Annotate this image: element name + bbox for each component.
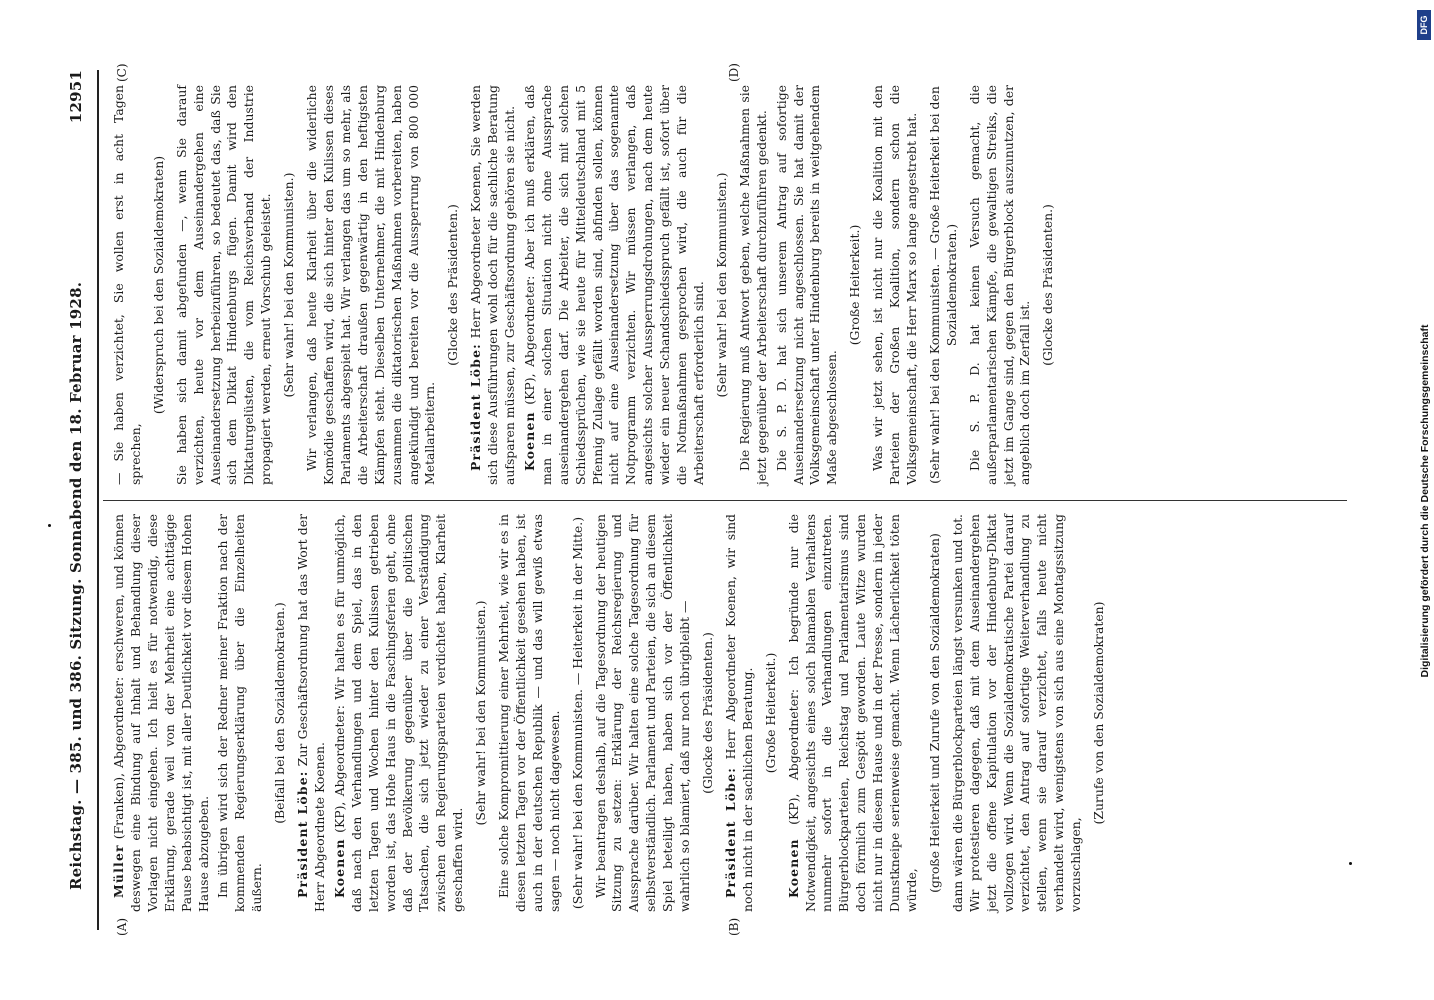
speech-paragraph <box>522 85 708 485</box>
text-paragraph: Wir verlangen, daß heute Klarheit über die widerliche Komödie geschaffen wird, die sich hinter den Kulissen dieses Parlaments abgespielt hat. Wir verlangen das um so mehr, als die Arbeiterschaft draußen gegenwärtig in den heftigsten Kämpfen steht. Dieselben Unternehmer, die mit Hindenburg zusammen die diktatorischen Maßnahmen vorbereiten, haben angekündigt und bereiten vor die Aussperrung von 800 000 Metallarbeitern. <box>304 85 438 485</box>
interjection: (Zurufe von den Sozialdemokraten) <box>1091 601 1107 825</box>
text-paragraph: Was wir jetzt sehen, ist nicht nur die Koalition mit den Parteien der Großen Koalition, sondern schon die Volksgemeinschaft, die Herr Marx so lange angestrebt hat. <box>870 85 919 485</box>
speech-paragraph <box>786 514 921 912</box>
interjection: (Große Heiterkeit.) <box>762 652 778 774</box>
text-paragraph: Im übrigen wird sich der Redner meiner Fraktion nach der kommenden Regierungserklärung über die Einzelheiten äußern. <box>215 514 265 912</box>
speaker-name: Koenen <box>331 838 347 898</box>
column-divider <box>103 500 1347 501</box>
text-paragraph: Wir beantragen deshalb, auf die Tagesordnung der heutigen Sitzung zu setzen: Erklärung der Reichsregierung und Aussprache darüber. Wir halten eine solche Tagesordnung für selbstverständlich. Parlament und Parteien, die sich an diesem Spiel beteiligt haben, haben sich vor der Öffentlichkeit wahrlich so blamiert, daß nur noch übrigbleibt — <box>592 514 693 912</box>
margin-letter-a: (A) <box>115 917 129 936</box>
text-paragraph: Die Regierung muß Antwort geben, welche Maßnahmen sie jetzt gegenüber der Arbeiterschaft durchzuführen gedenkt. <box>736 85 769 485</box>
interjection: (große Heiterkeit und Zurufe von den Sozialdemokraten) <box>926 533 942 893</box>
page-header-title: Reichstag. — 385. und 386. Sitzung. Sonnabend den 18. Februar 1928. <box>67 281 85 890</box>
speech-paragraph <box>295 514 329 912</box>
interjection: (Widerspruch bei den Sozialdemokraten) <box>150 155 166 415</box>
speaker-name: Koenen <box>521 411 537 471</box>
speaker-role: (KP), Abgeordneter: <box>785 689 801 825</box>
text-paragraph: Eine solche Kompromittierung einer Mehrheit, wie wir es in diesen letzten Tagen vor der Öffentlichkeit gesehen haben, ist auch in der deutschen Republik — und das will gewiß etwas sagen — noch nicht dagewesen. <box>496 514 562 912</box>
speaker-name: Präsident Löbe: <box>722 767 738 898</box>
margin-letter-d: (D) <box>727 63 741 82</box>
interjection: (Große Heiterkeit.) <box>847 224 863 346</box>
speech-paragraph <box>723 514 757 912</box>
page-number: 12951 <box>67 70 85 124</box>
margin-letter-b: (B) <box>727 917 741 936</box>
left-text-column <box>111 514 1337 912</box>
speaker-name: Präsident Löbe: <box>468 343 484 471</box>
speaker-role: (KP), Abgeordneter: <box>521 275 537 405</box>
interjection: (Glocke des Präsidenten.) <box>700 632 715 794</box>
digitization-credit <box>1414 6 1434 996</box>
text-paragraph: Sie haben sich damit abgefunden —, wenn Sie darauf verzichten, heute vor dem Auseinandergehen eine Auseinandersetzung herbeizuführen, so bedeutet das, daß Sie sich dem Diktat Hindenburgs fügen. Damit wird den Diktaturgelüsten, die vom Reichsverband der Industrie propagiert werden, erneut Vorschub geleistet. <box>173 85 274 485</box>
speech-text: Aber ich muß erklären, daß man in einer solchen Situation nicht ohne Aussprache auseinandergehen darf. Die Arbeiter, die sich mit solchen Schiedssprüchen, wie sie heute für Mitteldeutschland mit 5 Pfennig Zulage gefällt worden sind, abfinden sollen, können nicht auf eine Auseinandersetzung über das sogenannte Notprogramm verzichten. Wir müssen verlangen, daß angesichts solcher Aussperrungsdrohungen, nach dem heute wieder ein neuer Schandschiedsspruch gefällt ist, sofort über die Notmaßnahmen gesprochen wird, die auch für die Arbeiterschaft erforderlich sind. <box>521 85 706 485</box>
speaker-name: Müller <box>111 844 126 898</box>
interjection: (Sehr wahr! bei den Kommunisten.) <box>281 172 297 398</box>
right-text-column <box>111 85 1337 485</box>
text-paragraph: — Sie haben verzichtet, Sie wollen erst in acht Tagen sprechen, <box>111 85 143 485</box>
interjection: (Glocke des Präsidenten.) <box>445 204 461 366</box>
speech-text: Herr Abgeordneter Koenen, wir sind noch nicht in der sachlichen Beratung. <box>722 514 755 912</box>
speaker-role: (Franken), Abgeordneter: <box>111 676 126 840</box>
text-paragraph: dann wären die Bürgerblockparteien längst versunken und tot. Wir protestieren dagegen, daß mit dem Auseinandergehen jetzt die offene Kapitulation vor der Hindenburg-Diktat vollzogen wird. Wenn die Sozialdemokratische Partei darauf verzichtet, den Antrag auf sofortige Weiterverhandlung zu stellen, wenn sie darauf verzichtet, falls heute nicht verhandelt wird, wenigstens von sich aus eine Montagssitzung vorzuschlagen, <box>949 514 1084 912</box>
speaker-name: Koenen <box>785 838 801 898</box>
speech-text: Zur Geschäftsordnung hat das Wort der Herr Abgeordnete Koenen. <box>295 514 327 912</box>
speech-text: Wir halten es für unmöglich, daß nach den Verhandlungen und dem Spiel, das in den letzten Tagen und Wochen hinter den Kulissen getrieben worden ist, das Hohe Haus in die Faschingsferien geht, ohne daß der Bevölkerung gegenüber über die politischen Tatsachen, die sich jetzt wieder zu einer Verständigung zwischen den Regierungsparteien verdichtet haben, Klarheit geschaffen wird. <box>331 514 466 912</box>
dfg-logo: DFG <box>1417 10 1431 40</box>
interjection: (Sehr wahr! bei den Kommunisten.) <box>473 600 489 826</box>
document-page <box>67 50 1367 950</box>
margin-letter-c: (C) <box>115 63 129 82</box>
scan-speck <box>1349 862 1352 865</box>
interjection: (Sehr wahr! bei den Kommunisten.) <box>713 172 729 398</box>
speaker-role: (KP), Abgeordneter: <box>331 705 347 833</box>
header-rule <box>97 70 99 930</box>
text-paragraph: Die S. P. D. hat keinen Versuch gemacht, die außerparlamentarischen Kämpfe, die gewaltigen Streiks, die jetzt im Gange sind, gegen den Bürgerblock auszunutzen, der angeblich doch im Zerfall ist. <box>966 85 1033 485</box>
speech-paragraph <box>468 85 519 485</box>
speech-text: erschweren, und können deswegen eine Bindung auf Inhalt und Behandlung dieser Vorlagen nicht eingehen. Ich hielt es für notwendig, diese Erklärung, gerade weil von der Mehrheit eine achttägige Pause beabsichtigt ist, mit aller Deutlichkeit vor diesem Hohen Hause abzugeben. <box>111 514 211 912</box>
scan-speck <box>48 524 51 527</box>
text-paragraph: Die S. P. D. hat sich unserem Antrag auf sofortige Auseinandersetzung nicht angeschlossen. Sie hat damit der Volksgemeinschaft unter Hindenburg bereits in weitgehendem Maße abgeschlossen. <box>773 85 840 485</box>
speech-paragraph <box>332 514 467 912</box>
interjection: (Sehr wahr! bei den Kommunisten. — Heiterkeit in der Mitte.) <box>569 516 585 910</box>
interjection: (Sehr wahr! bei den Kommunisten. — Große Heiterkeit bei den Sozialdemokraten.) <box>926 86 959 484</box>
speech-text: Herr Abgeordneter Koenen, Sie werden sich diese Ausführungen wohl doch für die sachliche Beratung aufsparen müssen, zur Geschäftsordnung gehören sie nicht. <box>468 85 518 485</box>
speech-text: Ich begründe nur die Notwendigkeit, angesichts eines solch blamablen Verhaltens nunmehr sofort in die Verhandlungen einzutreten. Bürgerblockparteien, Reichstag und Parlamentarismus sind doch förmlich zum Gespött geworden. Laute Witze wurden nicht nur in diesem Hause und in der Presse, sondern in jeder Dunstkneipe serienweise gemacht. Wenn Lächerlichkeit töten würde, <box>785 514 919 912</box>
digitization-credit-text: Digitalisierung gefördert durch die Deutsche Forschungsgemeinschaft <box>1419 324 1431 678</box>
interjection: (Beifall bei den Sozialdemokraten.) <box>272 602 288 824</box>
interjection: (Glocke des Präsidenten.) <box>1040 204 1056 366</box>
page-header <box>67 70 95 930</box>
speech-paragraph <box>111 514 212 912</box>
speaker-name: Präsident Löbe: <box>295 770 311 898</box>
